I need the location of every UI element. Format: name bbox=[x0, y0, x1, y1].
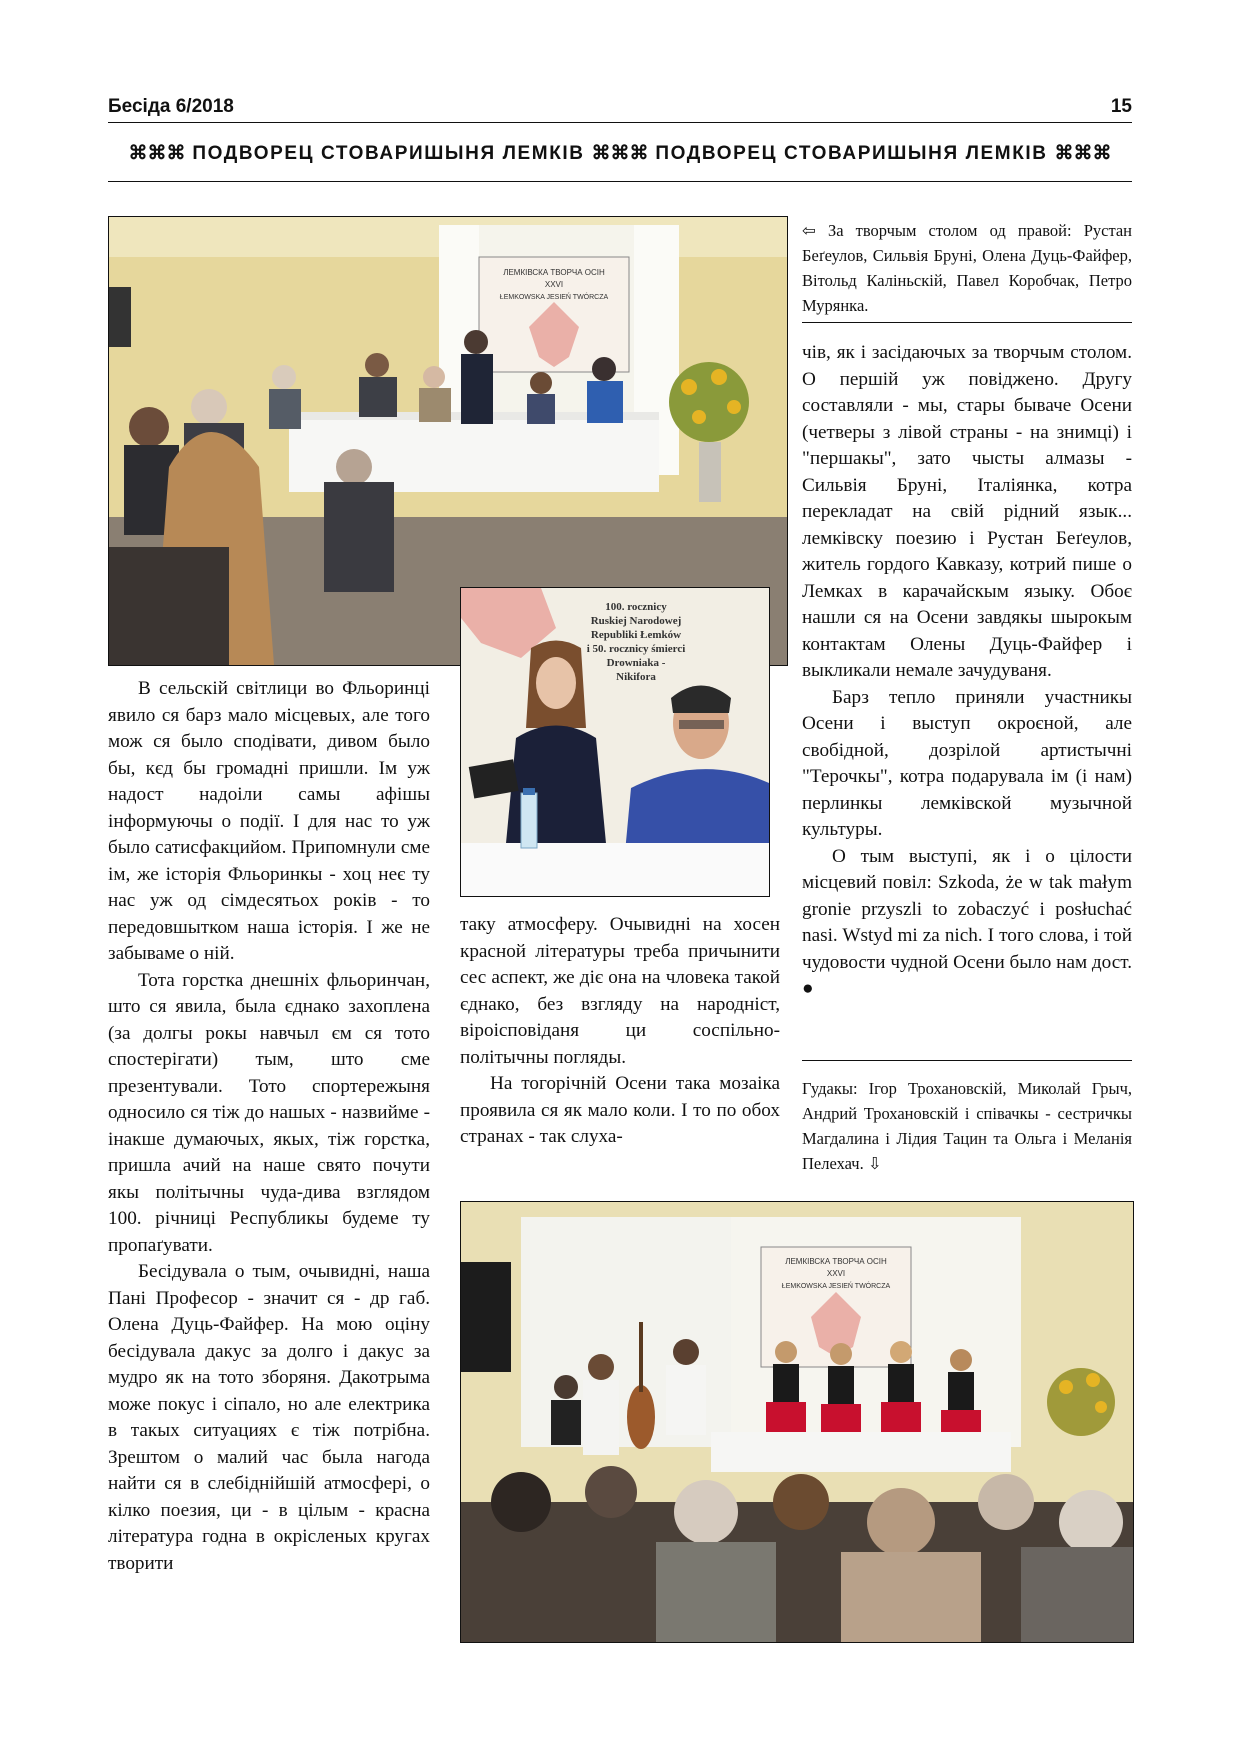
svg-text:XXVI: XXVI bbox=[826, 1269, 846, 1278]
column-3 bbox=[802, 340, 1132, 1003]
col3-paragraph: чів, як і засідаючых за творчым столом. О першій уж повіджено. Другу составляли - мы, стары бываче Осени (четверы з лівой страны - на знимці) і "першакы", зато чысты алмазы - Сильвія Бруні, Італіянка, котра перекладат на свій рідний язык... лемківску поезию і Рустан Беґеулов, житель гордого Кавказу, котрий пише о Лемках в карачайскым языку. Обоє нашли ся на Осени завдякы шырокым контактам Олены Дуць-Файфер і выкликали немале зачудуваня. bbox=[802, 342, 1132, 681]
column-1 bbox=[108, 676, 430, 1577]
svg-text:ЛЕМКІВСКА ТВОРЧА ОСІН: ЛЕМКІВСКА ТВОРЧА ОСІН bbox=[503, 268, 605, 277]
svg-text:100. rocznicy: 100. rocznicy bbox=[605, 601, 667, 613]
down-arrow-icon: ⇩ bbox=[867, 1154, 882, 1173]
column-2 bbox=[460, 912, 780, 1151]
svg-text:Nikifora: Nikifora bbox=[616, 671, 656, 683]
issue-label: Бесіда 6/2018 bbox=[108, 96, 234, 117]
svg-text:Ruskiej Narodowej: Ruskiej Narodowej bbox=[590, 615, 682, 627]
photo-singers bbox=[460, 1201, 1134, 1643]
caption-top bbox=[802, 218, 1132, 318]
svg-text:ЛЕМКІВСКА ТВОРЧА ОСІН: ЛЕМКІВСКА ТВОРЧА ОСІН bbox=[785, 1257, 887, 1266]
svg-text:ŁEMKOWSKA JESIEŃ TWÓRCZA: ŁEMKOWSKA JESIEŃ TWÓRCZA bbox=[499, 294, 609, 301]
banner-ornament-1: ⌘⌘⌘ bbox=[128, 143, 186, 164]
header-rule-top bbox=[108, 122, 1132, 123]
svg-text:Republiki Łemków: Republiki Łemków bbox=[590, 629, 682, 641]
banner-text-2: ПОДВОРЕЦ СТОВАРИШЫНЯ ЛЕМКІВ bbox=[655, 143, 1048, 164]
col1-paragraph: В сельскій світлици во Фльоринці явило ся барз мало місцевых, але того мож ся было сподівати, дивом было бы, кєд бы громадні пришли. Ім уж надост надоіли самы афішы інформуючы о події. І для нас то уж было сатисфакцийом. Припомнули сме ім, же історія Фльоринкы - хоц неє ту нас уж од сімдесятьох років - то передовшытком наша історія. І же не забываме о ній. bbox=[108, 678, 430, 964]
banner-text-1: ПОДВОРЕЦ СТОВАРИШЫНЯ ЛЕМКІВ bbox=[192, 143, 585, 164]
col3-paragraph: Барз тепло приняли участникы Осени і выступ окроєной, але свобідной, дозрілой артистычні "Терочкы", котра подарувала ім (і нам) перлинкы лемківской музычной культуры. bbox=[802, 686, 1132, 840]
caption-bottom-text: Гудакы: Ігор Трохановскій, Миколай Грыч, Андрий Трохановскій і співачкы - сестричкы Магдалина і Лідия Тацин та Ольга і Меланія Пелехач. bbox=[802, 1079, 1132, 1173]
photo-reader bbox=[460, 587, 770, 897]
left-arrow-icon: ⇦ bbox=[802, 221, 816, 240]
col1-paragraph: Бесідувала о тым, очывидні, наша Пані Професор - значит ся - др габ. Олена Дуць-Файфер. На мою оціну бесідувала дакус за долго і дакус за мудро як на тото зборяня. Дакотрыма може покус і сіпало, но але електрика в такых ситуациях є тіж потрібна. Зрештом о малий час была нагода найти ся в слебіднійшій атмосфері, о кілко поезия, ци - в цілым - красна література годна в окрісленых кругах творити bbox=[108, 1261, 430, 1574]
svg-text:Drowniaka -: Drowniaka - bbox=[606, 657, 666, 669]
page-number: 15 bbox=[1110, 96, 1132, 117]
caption-top-rule bbox=[802, 322, 1132, 323]
end-mark: ● bbox=[802, 978, 814, 999]
caption-top-text: За творчым столом од правой: Рустан Беґеулов, Сильвія Бруні, Олена Дуць-Файфер, Вітольд Каліньскій, Павел Коробчак, Петро Мурянка. bbox=[802, 221, 1133, 315]
svg-text:ŁEMKOWSKA JESIEŃ TWÓRCZA: ŁEMKOWSKA JESIEŃ TWÓRCZA bbox=[781, 1283, 891, 1290]
svg-text:i 50. rocznicy śmierci: i 50. rocznicy śmierci bbox=[586, 643, 686, 655]
banner-ornament-2: ⌘⌘⌘ bbox=[591, 143, 649, 164]
banner-ornament-3: ⌘⌘⌘ bbox=[1054, 143, 1112, 164]
col3-paragraph-text: О тым выступі, як і о цілости місцевий повіл: Szkoda, że w tak małym gronie przyszli to zobaczyć i posłuchać nasi. Wstyd mi za nich. І того слова, і той чудовости чудной Осени было нам дост. bbox=[802, 845, 1132, 973]
col1-paragraph: Тота горстка днешніх фльоринчан, што ся явила, была єднако захоплена (за долгы рокы навчыл єм ся тото спостерігати) тым, што сме презентували. Тото спортережыня односило ся тіж до нашых - назвийме - інакше думаючых, якых, тіж горстка, пришла ачий на наше свято почути якы політычны чуда-дива взглядом 100. річниці Республикы будеме ту пропаґувати. bbox=[108, 969, 430, 1256]
svg-text:XXVI: XXVI bbox=[544, 280, 564, 289]
caption-bottom-rule bbox=[802, 1060, 1132, 1061]
col2-paragraph: На тогорічній Осени така мозаіка проявила ся як мало коли. І то по обох странах - так слуха- bbox=[460, 1073, 780, 1147]
header-rule-bottom bbox=[108, 181, 1132, 182]
col2-paragraph: таку атмосферу. Очывидні на хосен красной літературы треба причынити сес аспект, же діє она на чловека такой єднако, без взгляду на народніст, віроісповіданя ци соспільно-політычны погляды. bbox=[460, 914, 780, 1068]
section-banner bbox=[108, 142, 1132, 165]
col3-paragraph bbox=[802, 844, 1132, 1003]
caption-bottom bbox=[802, 1076, 1132, 1176]
